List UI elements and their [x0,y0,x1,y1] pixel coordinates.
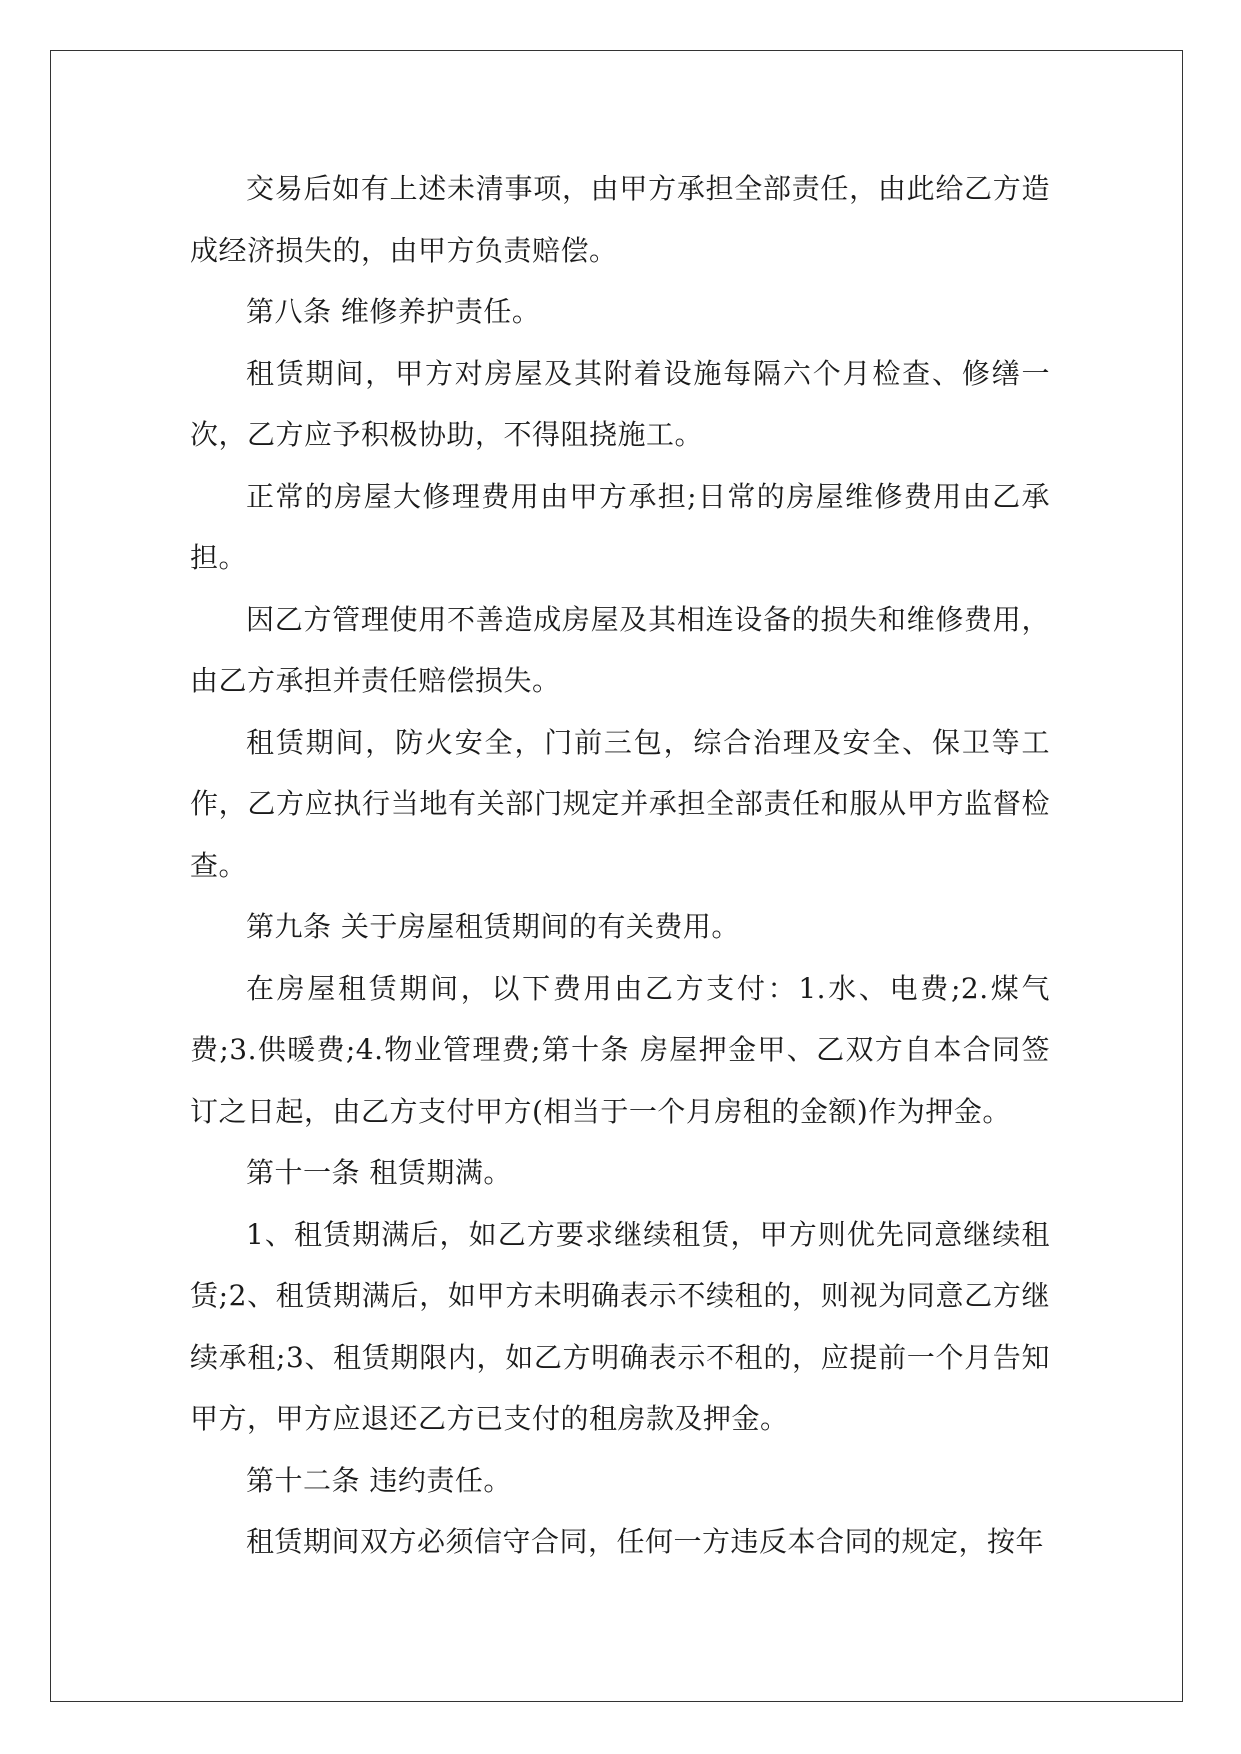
article-8-heading: 第八条 维修养护责任。 [246,295,541,328]
article-12-heading: 第十二条 违约责任。 [246,1463,512,1497]
paragraph-transaction-liability: 交易后如有上述未清事项，由甲方承担全部责任，由此给乙方造成经济损失的，由甲方负责赔偿。 [190,172,1050,267]
paragraph-damage-liability: 因乙方管理使用不善造成房屋及其相连设备的损失和维修费用，由乙方承担并责任赔偿损失。 [190,602,1050,697]
paragraph-lease-expiry: 1、租赁期满后，如乙方要求继续租赁，甲方则优先同意继续租赁;2、租赁期满后，如甲方未明确表示不续租的，则视为同意乙方继续承租;3、租赁期限内，如乙方明确表示不租的，应提前一个月告知甲方，甲方应退还乙方已支付的租房款及押金。 [190,1217,1050,1435]
article-11-heading: 第十一条 租赁期满。 [246,1156,512,1189]
paragraph-inspection: 租赁期间，甲方对房屋及其附着设施每隔六个月检查、修缮一次，乙方应予积极协助，不得阻挠施工。 [190,356,1050,451]
document-body [190,158,1050,1573]
article-9-heading: 第九条 关于房屋租赁期间的有关费用。 [246,910,740,943]
paragraph-safety: 租赁期间，防火安全，门前三包，综合治理及安全、保卫等工作，乙方应执行当地有关部门规定并承担全部责任和服从甲方监督检查。 [190,725,1050,882]
paragraph-repair-costs: 正常的房屋大修理费用由甲方承担;日常的房屋维修费用由乙承担。 [190,479,1050,574]
paragraph-fees-deposit: 在房屋租赁期间，以下费用由乙方支付：1.水、电费;2.煤气费;3.供暖费;4.物业管理费;第十条 房屋押金甲、乙双方自本合同签订之日起，由乙方支付甲方(相当于一个月房租的金额)作为押金。 [190,971,1050,1128]
paragraph-breach: 租赁期间双方必须信守合同，任何一方违反本合同的规定，按年 [246,1525,1045,1558]
